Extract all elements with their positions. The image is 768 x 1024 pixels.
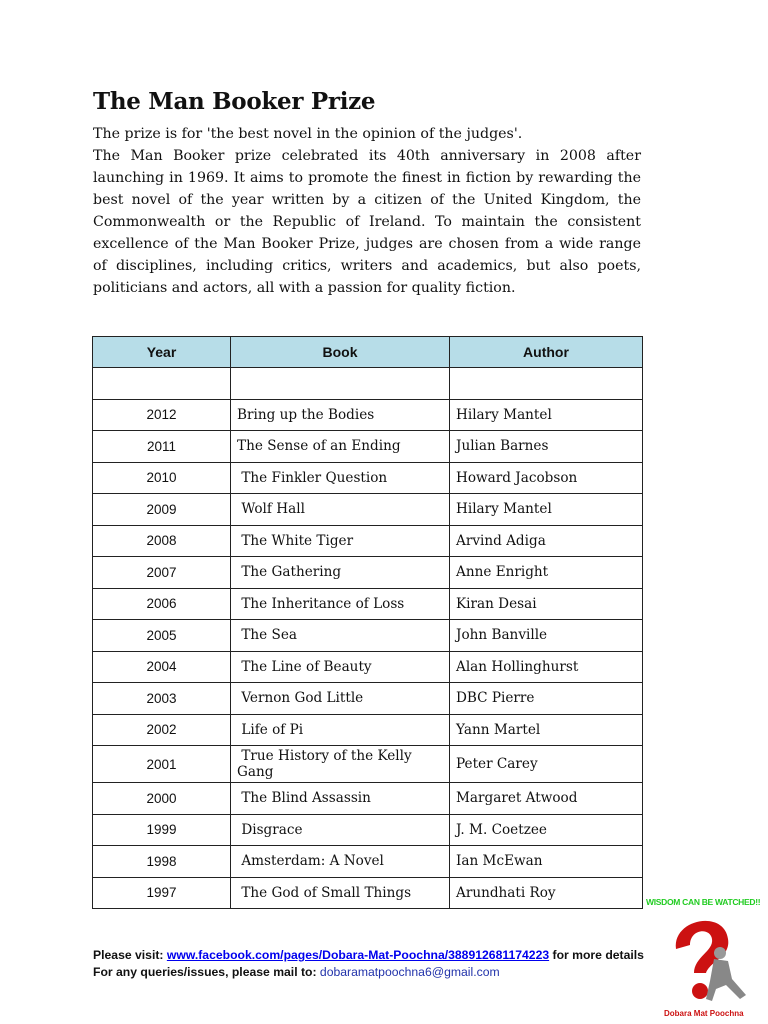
- year-cell: 2004: [93, 651, 231, 683]
- intro-paragraph: The Man Booker prize celebrated its 40th anniversary in 2008 after launching in 1969. It aims to promote the finest in fiction by rewarding the best novel of the year written by a citizen of the United Kingdom, the Commonwealth or the Republic of Ireland. To maintain the consistent excellence of the Man Booker Prize, judges are chosen from a wide range of disciplines, including critics, writers and academics, but also poets, politicians and actors, all with a passion for quality fiction.: [93, 148, 641, 296]
- year-cell: 1997: [93, 877, 231, 909]
- year-cell: 2002: [93, 714, 231, 746]
- book-cell: Bring up the Bodies: [231, 399, 450, 431]
- author-cell: Peter Carey: [450, 746, 643, 783]
- table-row: [93, 783, 643, 815]
- page-title: The Man Booker Prize: [93, 88, 376, 115]
- book-cell: True History of the Kelly Gang: [231, 746, 450, 783]
- book-cell: Vernon God Little: [231, 683, 450, 715]
- facebook-link[interactable]: www.facebook.com/pages/Dobara-Mat-Poochna/388912681174223: [166, 948, 550, 962]
- author-cell: Julian Barnes: [450, 431, 643, 463]
- year-cell: 2012: [93, 399, 231, 431]
- header-book: Book: [231, 337, 450, 368]
- author-cell: Hilary Mantel: [450, 399, 643, 431]
- year-cell: 1998: [93, 846, 231, 878]
- book-cell: Wolf Hall: [231, 494, 450, 526]
- table-row: [93, 651, 643, 683]
- mail-address: dobaramatpoochna6@gmail.com: [319, 965, 500, 979]
- logo-tagline: WISDOM CAN BE WATCHED!!: [646, 897, 761, 907]
- year-cell: 2006: [93, 588, 231, 620]
- author-cell: Kiran Desai: [450, 588, 643, 620]
- author-cell: Howard Jacobson: [450, 462, 643, 494]
- year-cell: 2010: [93, 462, 231, 494]
- book-cell: The Inheritance of Loss: [231, 588, 450, 620]
- book-cell: The Finkler Question: [231, 462, 450, 494]
- empty-cell: [450, 368, 643, 400]
- empty-cell: [231, 368, 450, 400]
- visit-prefix: Please visit:: [93, 948, 167, 962]
- table-row: [93, 846, 643, 878]
- header-author: Author: [450, 337, 643, 368]
- table-row: [93, 814, 643, 846]
- question-mark-figure-icon: [654, 909, 754, 1009]
- year-cell: 2009: [93, 494, 231, 526]
- year-cell: 2003: [93, 683, 231, 715]
- footer-visit-line: [93, 947, 644, 964]
- table-row: [93, 399, 643, 431]
- book-cell: Amsterdam: A Novel: [231, 846, 450, 878]
- author-cell: John Banville: [450, 620, 643, 652]
- year-cell: 2000: [93, 783, 231, 815]
- empty-cell: [93, 368, 231, 400]
- author-cell: Yann Martel: [450, 714, 643, 746]
- author-cell: Arundhati Roy: [450, 877, 643, 909]
- author-cell: Margaret Atwood: [450, 783, 643, 815]
- table-header-row: [93, 337, 643, 368]
- logo-brand: Dobara Mat Poochna: [664, 1009, 744, 1018]
- footer-mail-line: [93, 964, 644, 981]
- visit-suffix: for more details: [549, 948, 644, 962]
- table-row: [93, 877, 643, 909]
- table-row: [93, 683, 643, 715]
- year-cell: 2008: [93, 525, 231, 557]
- book-cell: The Line of Beauty: [231, 651, 450, 683]
- intro-line: The prize is for 'the best novel in the opinion of the judges'.: [93, 126, 523, 142]
- book-cell: The God of Small Things: [231, 877, 450, 909]
- mail-prefix: For any queries/issues, please mail to:: [93, 965, 320, 979]
- author-cell: Anne Enright: [450, 557, 643, 589]
- empty-row: [93, 368, 643, 400]
- table-row: [93, 746, 643, 783]
- book-cell: The Gathering: [231, 557, 450, 589]
- book-cell: The White Tiger: [231, 525, 450, 557]
- table-row: [93, 525, 643, 557]
- dobara-mat-poochna-logo: [644, 893, 764, 1021]
- year-cell: 2011: [93, 431, 231, 463]
- book-cell: The Sense of an Ending: [231, 431, 450, 463]
- intro-text: [93, 123, 641, 299]
- table-row: [93, 494, 643, 526]
- book-cell: Disgrace: [231, 814, 450, 846]
- book-cell: The Blind Assassin: [231, 783, 450, 815]
- book-cell: The Sea: [231, 620, 450, 652]
- year-cell: 2007: [93, 557, 231, 589]
- table-row: [93, 588, 643, 620]
- year-cell: 1999: [93, 814, 231, 846]
- book-cell: Life of Pi: [231, 714, 450, 746]
- header-year: Year: [93, 337, 231, 368]
- table-row: [93, 431, 643, 463]
- table-row: [93, 714, 643, 746]
- author-cell: DBC Pierre: [450, 683, 643, 715]
- table-row: [93, 557, 643, 589]
- author-cell: J. M. Coetzee: [450, 814, 643, 846]
- table-row: [93, 462, 643, 494]
- booker-winners-table: [92, 336, 643, 909]
- author-cell: Ian McEwan: [450, 846, 643, 878]
- table-row: [93, 620, 643, 652]
- author-cell: Alan Hollinghurst: [450, 651, 643, 683]
- footer: [93, 947, 644, 981]
- author-cell: Hilary Mantel: [450, 494, 643, 526]
- author-cell: Arvind Adiga: [450, 525, 643, 557]
- year-cell: 2001: [93, 746, 231, 783]
- year-cell: 2005: [93, 620, 231, 652]
